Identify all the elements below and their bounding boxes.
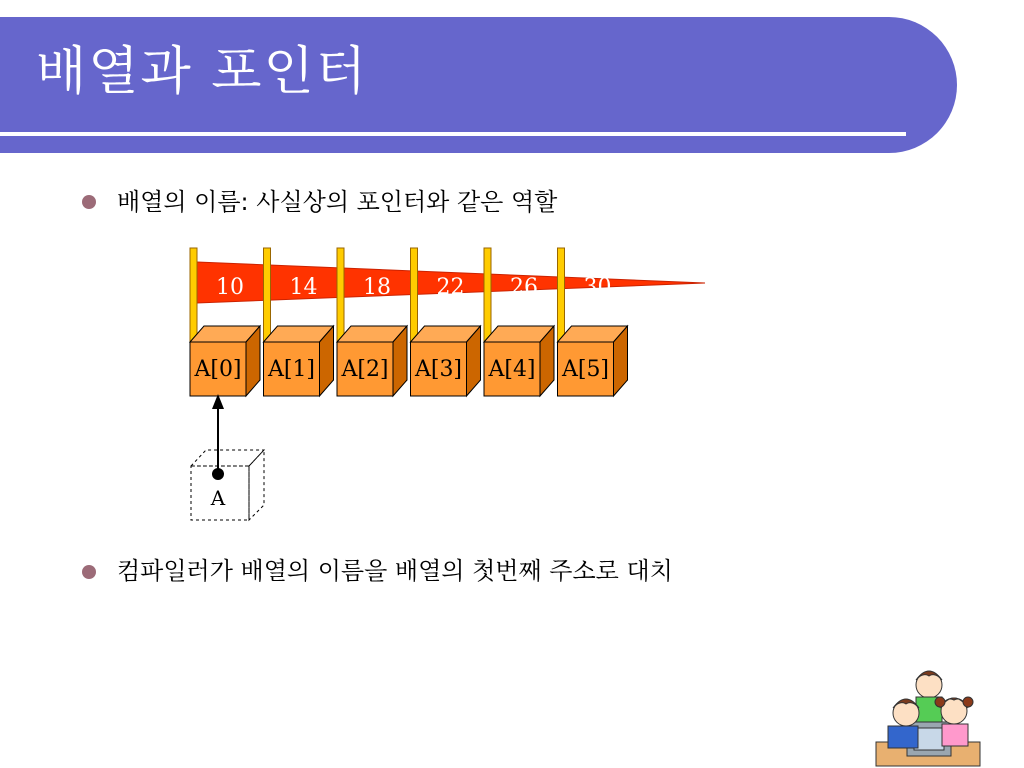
- array-element-box: [264, 326, 334, 396]
- array-element-box: [190, 326, 260, 396]
- array-element-box: [558, 326, 628, 396]
- flag-pole: [264, 248, 271, 343]
- element-label: A[2]: [341, 357, 389, 382]
- element-label: A[5]: [561, 357, 610, 382]
- page-title: 배열과 포인터: [36, 42, 368, 102]
- element-label: A[0]: [194, 357, 242, 382]
- array-element-box: [337, 326, 407, 396]
- flag-pole: [411, 248, 418, 343]
- flag-pole: [190, 248, 197, 343]
- bullet-text: 배열의 이름: 사실상의 포인터와 같은 역할: [117, 188, 558, 216]
- element-label: A[4]: [488, 357, 536, 382]
- value-label: 18: [363, 275, 391, 300]
- bullet-text: 컴파일러가 배열의 이름을 배열의 첫번째 주소로 대치: [117, 557, 673, 585]
- pointer-variable-box: [191, 450, 264, 520]
- pointer-dot: [212, 468, 224, 480]
- value-label: 14: [289, 275, 318, 300]
- value-label: 26: [510, 275, 538, 300]
- value-label: 22: [436, 275, 465, 300]
- bullet-marker: [82, 565, 96, 579]
- kids-at-computer-clipart: [876, 671, 980, 766]
- array-element-box: [411, 326, 481, 396]
- flag-pole: [484, 248, 491, 343]
- flag-pole: [558, 248, 565, 343]
- array-element-box: [484, 326, 554, 396]
- element-label: A[1]: [267, 357, 316, 382]
- flag-pole: [337, 248, 344, 343]
- element-label: A[3]: [414, 357, 463, 382]
- pointer-label: A: [210, 486, 226, 510]
- value-label: 10: [216, 275, 244, 300]
- value-label: 30: [583, 275, 612, 300]
